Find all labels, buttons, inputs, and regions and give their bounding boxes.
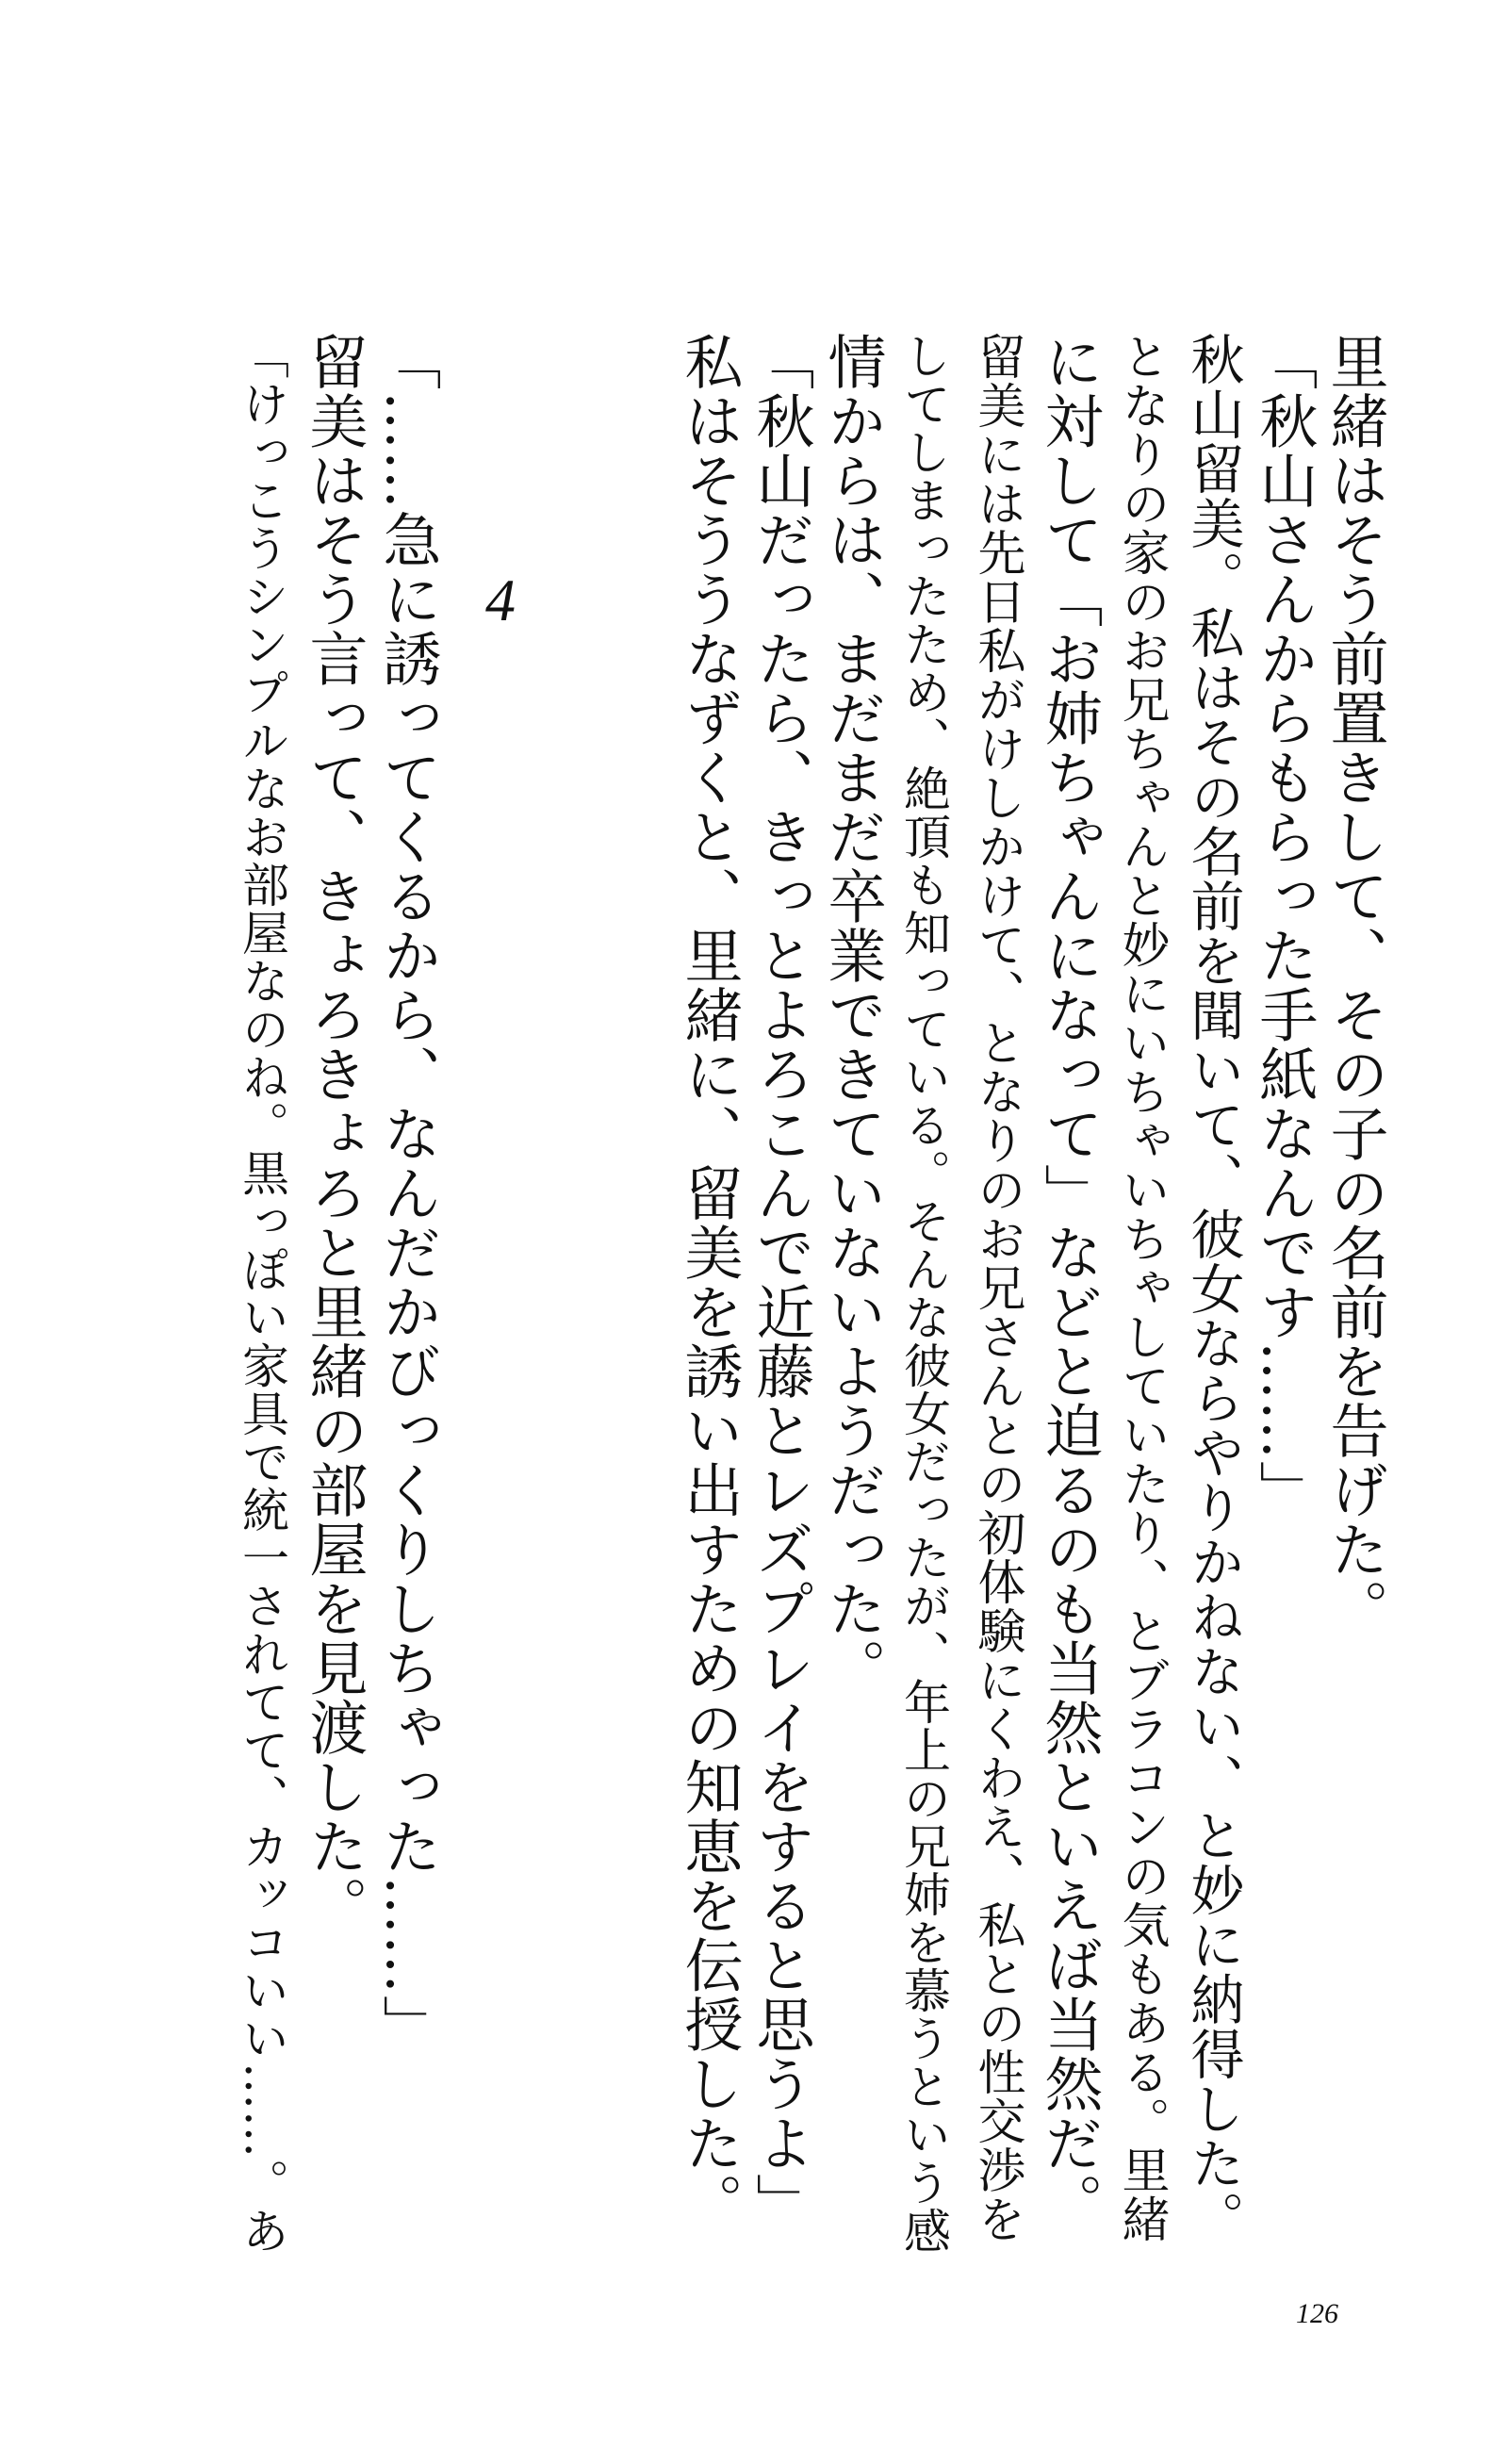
text-line: 留美には先日私がけしかけて、となりのお兄さんとの初体験にくわえ、私との性交渉を — [969, 332, 1024, 2243]
text-line: 留美はそう言って、きょろきょろと里緒の部屋を見渡した。 — [300, 332, 369, 1935]
text-line: 私はそううなずくと、里緒に、留美を誘い出すための知恵を伝授した。 — [675, 332, 744, 2232]
text-line: となりの家のお兄ちゃんと妙にいちゃいちゃしていたり、とブラコンの気もある。里緒 — [1113, 332, 1169, 2243]
text-line: 「秋山だったら、きっとよろこんで近藤とレズプレイをすると思うよ」 — [746, 332, 815, 2232]
page-number: 126 — [1296, 2298, 1338, 2329]
text-line: 情からは、まだまだ卒業できていないようだった。 — [818, 332, 887, 1698]
text-line: 秋山留美。私はその名前を聞いて、彼女ならやりかねない、と妙に納得した。 — [1182, 332, 1244, 2245]
text-line: 「けっこうシンプルなお部屋なのね。黒っぽい家具で統一されてて、カッコいい……。あ — [235, 332, 289, 2255]
text-line: 「秋山さんからもらった手紙なんです……」 — [1250, 332, 1319, 1519]
text-line: してしまったため、絶頂も知っている。そんな彼女だったが、年上の兄姉を慕うという感 — [896, 332, 951, 2255]
text-line: 里緒はそう前置きして、その子の名前を告げた。 — [1320, 332, 1389, 1638]
chapter-number: 4 — [485, 567, 516, 633]
text-line: に対して「お姉ちゃんになって」などと迫るのも当然といえば当然だ。 — [1035, 332, 1104, 2232]
text-line: 「……急に誘ってくるから、なんだかびっくりしちゃった……」 — [373, 332, 442, 2054]
